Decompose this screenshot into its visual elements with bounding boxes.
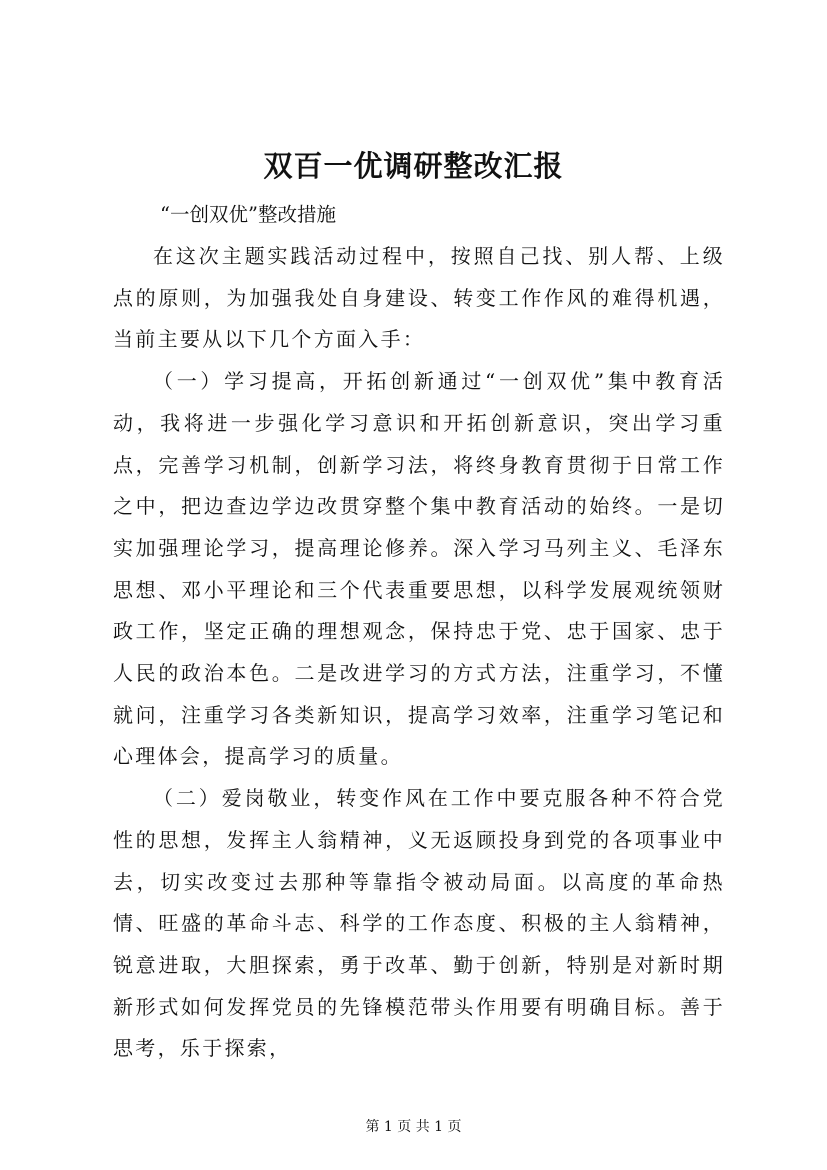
document-body — [113, 236, 725, 1070]
paragraph-intro: 在这次主题实践活动过程中，按照自己找、别人帮、上级点的原则，为加强我处自身建设、转变工作作风的难得机遇，当前主要从以下几个方面入手： — [113, 244, 725, 352]
paragraph-section-one: （一）学习提高，开拓创新通过“一创双优”集中教育活动，我将进一步强化学习意识和开拓创新意识，突出学习重点，完善学习机制，创新学习法，将终身教育贯彻于日常工作之中，把边查边学边改贯穿整个集中教育活动的始终。一是切实加强理论学习，提高理论修养。深入学习马列主义、毛泽东思想、邓小平理论和三个代表重要思想，以科学发展观统领财政工作，坚定正确的理想观念，保持忠于党、忠于国家、忠于人民的政治本色。二是改进学习的方式方法，注重学习，不懂就问，注重学习各类新知识，提高学习效率，注重学习笔记和心理体会，提高学习的质量。 — [113, 369, 725, 769]
document-title: 双百一优调研整改汇报 — [263, 149, 564, 183]
paragraph-section-two: （二）爱岗敬业，转变作风在工作中要克服各种不符合党性的思想，发挥主人翁精神，义无返顾投身到党的各项事业中去，切实改变过去那种等靠指令被动局面。以高度的革命热情、旺盛的革命斗志、科学的工作态度、积极的主人翁精神，锐意进取，大胆探索，勇于改革、勤于创新，特别是对新时期新形式如何发挥党员的先锋模范带头作用要有明确目标。善于思考，乐于探索， — [113, 786, 725, 1061]
document-subtitle: “一创双优”整改措施 — [160, 203, 336, 226]
page-footer: 第 1 页 共 1 页 — [365, 1119, 462, 1135]
